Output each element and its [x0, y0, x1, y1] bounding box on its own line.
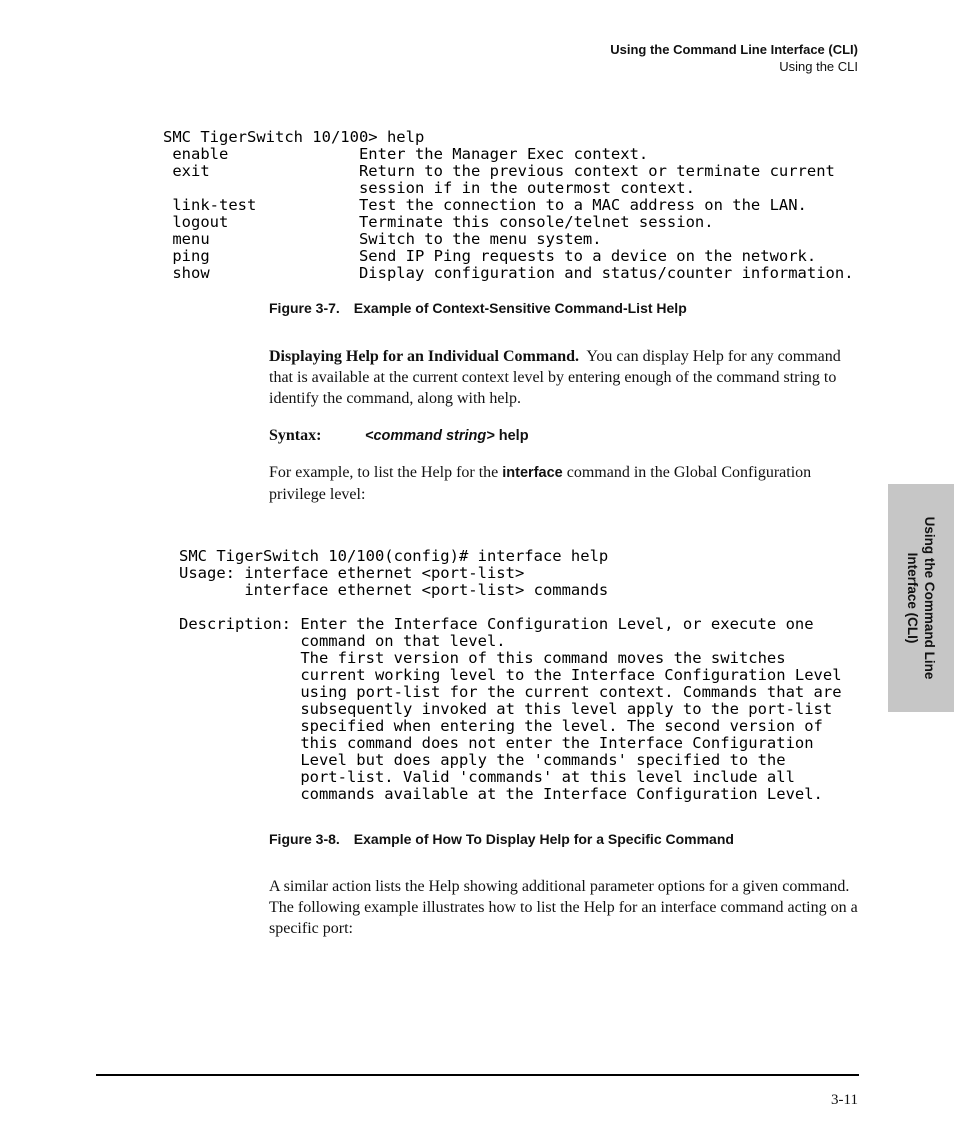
- paragraph-text-after: command in the Global Configuration privilege level:: [269, 464, 812, 503]
- cli-help-listing: [163, 129, 854, 282]
- figure-number: Figure 3-8.: [269, 831, 340, 847]
- terminal-line: The first version of this command moves the switches: [179, 649, 786, 667]
- terminal-line: session if in the outermost context.: [163, 179, 695, 197]
- terminal-line: logout Terminate this console/telnet session.: [163, 213, 714, 231]
- terminal-line: current working level to the Interface Configuration Level: [179, 666, 842, 684]
- command-keyword: interface: [502, 465, 563, 481]
- terminal-line: interface ethernet <port-list> commands: [179, 581, 609, 599]
- figure-title: Example of How To Display Help for a Specific Command: [353, 831, 734, 847]
- terminal-line: link-test Test the connection to a MAC address on the LAN.: [163, 196, 807, 214]
- terminal-line: menu Switch to the menu system.: [163, 230, 602, 248]
- terminal-line: subsequently invoked at this level apply to the port-list: [179, 700, 833, 718]
- figure-number: Figure 3-7.: [269, 300, 340, 316]
- side-tab-line-2: Interface (CLI): [905, 552, 920, 644]
- terminal-line: SMC TigerSwitch 10/100(config)# interface help: [179, 547, 609, 565]
- page-number: 3-11: [831, 1092, 858, 1108]
- run-in-heading: Displaying Help for an Individual Command.: [269, 348, 580, 365]
- figure-title: Example of Context-Sensitive Command-List Help: [353, 300, 687, 316]
- terminal-line: ping Send IP Ping requests to a device on the network.: [163, 247, 817, 265]
- paragraph-text-before: For example, to list the Help for the: [269, 464, 503, 481]
- syntax-line: [269, 425, 859, 447]
- terminal-line: using port-list for the current context. Commands that are: [179, 683, 842, 701]
- syntax-keyword: help: [498, 428, 529, 444]
- footer-rule: [96, 1074, 859, 1076]
- syntax-argument: <command string>: [365, 428, 495, 444]
- terminal-line: port-list. Valid 'commands' at this level include all: [179, 768, 795, 786]
- running-header-chapter: Using the Command Line Interface (CLI): [610, 42, 858, 57]
- terminal-line: Description: Enter the Interface Configuration Level, or execute one: [179, 615, 814, 633]
- cli-interface-help-listing: [179, 548, 842, 803]
- terminal-line: enable Enter the Manager Exec context.: [163, 145, 649, 163]
- terminal-line: [179, 599, 842, 616]
- terminal-line: commands available at the Interface Configuration Level.: [179, 785, 823, 803]
- terminal-line: exit Return to the previous context or terminate current: [163, 162, 835, 180]
- terminal-line: show Display configuration and status/counter information.: [163, 264, 854, 282]
- terminal-line: this command does not enter the Interface Configuration: [179, 734, 814, 752]
- paragraph-individual-command-help: [269, 346, 859, 409]
- terminal-line: specified when entering the level. The second version of: [179, 717, 823, 735]
- figure-3-8-caption: [269, 830, 734, 848]
- paragraph-text: You can display Help for any command that is available at the current context level by entering enough of the command string to identify the command, along with help.: [269, 348, 841, 407]
- syntax-label: Syntax:: [269, 427, 322, 444]
- paragraph-interface-example: [269, 462, 859, 505]
- figure-3-7-caption: [269, 299, 687, 317]
- terminal-line: Level but does apply the 'commands' specified to the: [179, 751, 786, 769]
- running-header-section: Using the CLI: [779, 59, 858, 74]
- terminal-line: Usage: interface ethernet <port-list>: [179, 564, 525, 582]
- chapter-side-tab-label: [904, 517, 938, 680]
- side-tab-line-1: Using the Command Line: [922, 516, 937, 680]
- chapter-side-tab: [888, 484, 954, 712]
- paragraph-parameter-options: A similar action lists the Help showing additional parameter options for a given command. The following example illustrates how to list the Help for an interface command acting on a specific port:: [269, 878, 858, 937]
- terminal-line: SMC TigerSwitch 10/100> help: [163, 128, 425, 146]
- terminal-line: command on that level.: [179, 632, 506, 650]
